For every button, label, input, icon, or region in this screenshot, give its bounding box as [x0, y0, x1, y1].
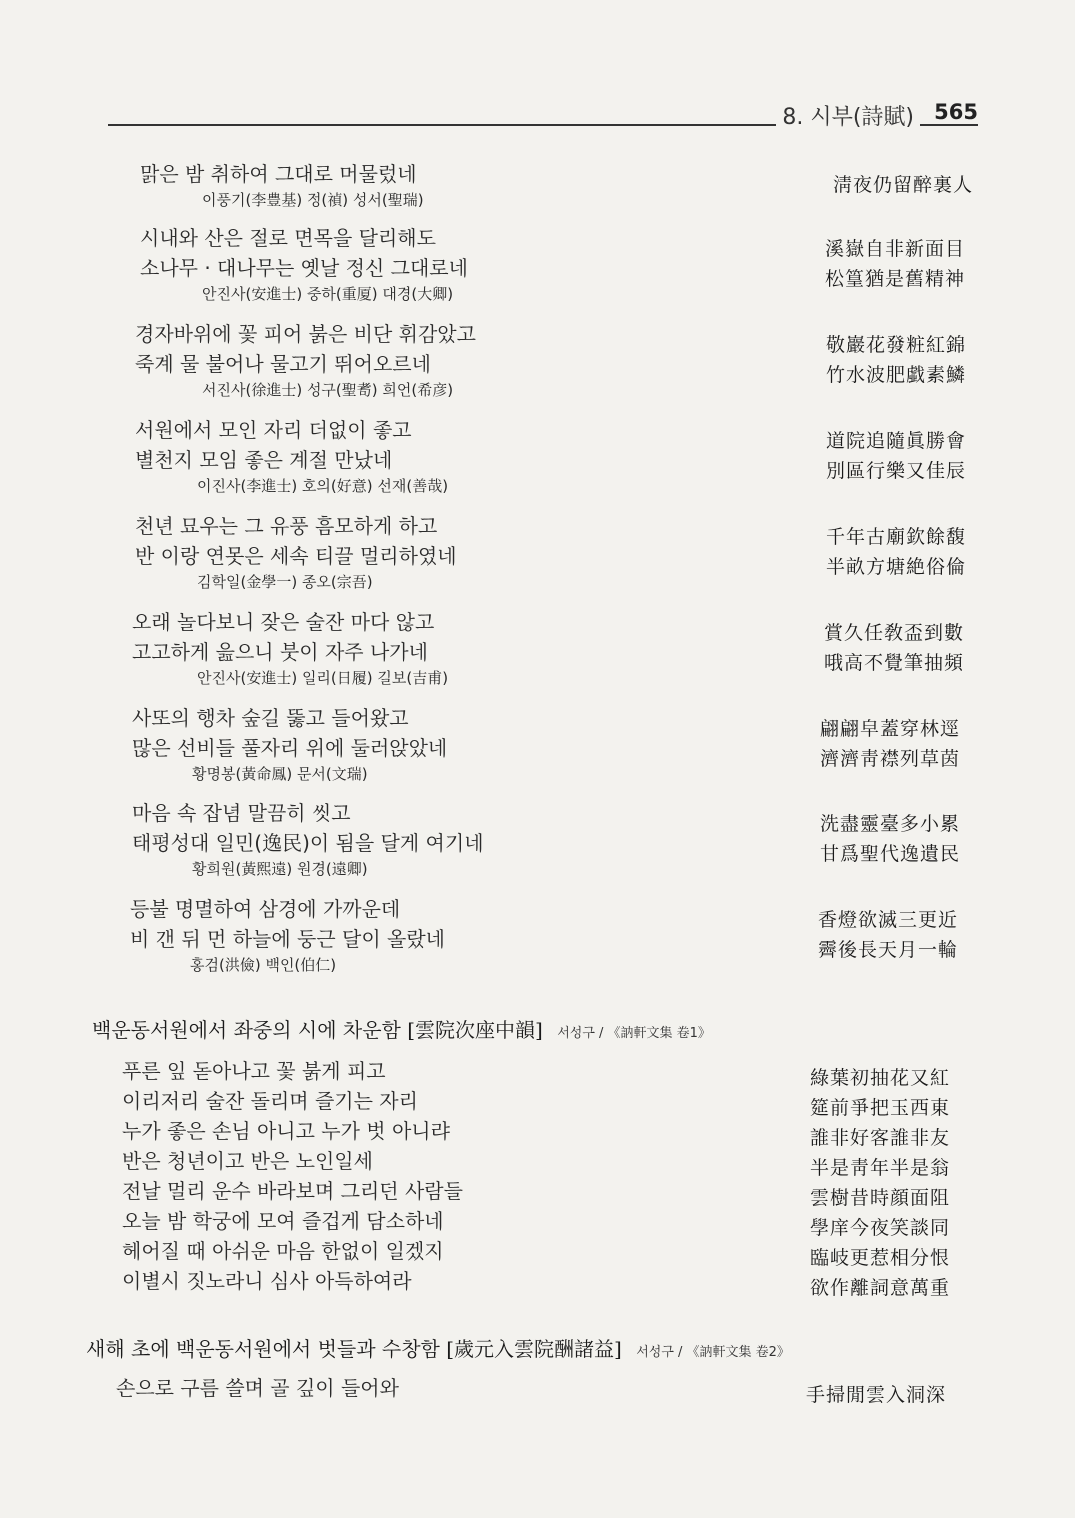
poem-title-hanja: [雲院次座中韻]: [407, 1018, 543, 1042]
hanja-verse-line: 翩翩皁蓋穿林逕: [820, 718, 961, 740]
korean-verse-line: 천년 묘우는 그 유풍 흠모하게 하고: [135, 514, 438, 538]
korean-verse-line: 헤어질 때 아쉬운 마음 한없이 일겠지: [122, 1239, 444, 1263]
korean-verse-line: 등불 명멸하여 삼경에 가까운데: [130, 897, 401, 921]
korean-verse-line: 이리저리 술잔 돌리며 즐기는 자리: [122, 1089, 418, 1113]
poem-title: [92, 1014, 711, 1043]
korean-verse-line: 마음 속 잡념 말끔히 씻고: [132, 801, 351, 825]
hanja-verse-line: 霽後長天月一輪: [818, 939, 959, 961]
korean-verse-line: 푸른 잎 돋아나고 꽃 붉게 피고: [122, 1059, 386, 1083]
hanja-verse-line: 綠葉初抽花又紅: [810, 1067, 951, 1089]
author-credit: 황희원(黃熙遠) 원경(遠卿): [192, 860, 368, 878]
hanja-verse-line: 哦高不覺筆抽頻: [824, 652, 965, 674]
korean-verse-line: 죽계 물 불어나 물고기 뛰어오르네: [135, 352, 431, 376]
author-credit: 서진사(徐進士) 성구(聖耉) 희언(希彦): [202, 381, 454, 399]
korean-verse-line: 소나무 · 대나무는 옛날 정신 그대로네: [140, 256, 468, 280]
korean-verse-line: 전날 멀리 운수 바라보며 그리던 사람들: [122, 1179, 463, 1203]
hanja-verse-line: 千年古廟欽餘馥: [826, 526, 967, 548]
chapter-title: 8. 시부(詩賦): [776, 100, 920, 131]
hanja-verse-line: 竹水波肥戱素鱗: [826, 364, 967, 386]
korean-verse-line: 시내와 산은 절로 면목을 달리해도: [140, 226, 436, 250]
korean-verse-line: 손으로 구름 쓸며 골 깊이 들어와: [116, 1376, 399, 1400]
hanja-verse-line: 手掃閒雲入洞深: [806, 1384, 947, 1406]
korean-verse-line: 반 이랑 연못은 세속 티끌 멀리하였네: [135, 544, 457, 568]
author-credit: 황명봉(黃命鳳) 문서(文瑞): [192, 765, 368, 783]
korean-verse-line: 오늘 밤 학궁에 모여 즐겁게 담소하네: [122, 1209, 444, 1233]
poem-source: 서성구 / 《訥軒文集 卷2》: [636, 1345, 790, 1360]
hanja-verse-line: 臨岐更惹相分恨: [810, 1247, 951, 1269]
hanja-verse-line: 學庠今夜笑談同: [810, 1217, 951, 1239]
hanja-verse-line: 雲樹昔時顔面阻: [810, 1187, 951, 1209]
author-credit: 안진사(安進士) 일리(日履) 길보(吉甫): [197, 669, 449, 687]
hanja-verse-line: 香燈欲滅三更近: [818, 909, 959, 931]
poem-title-korean: 새해 초에 백운동서원에서 벗들과 수창함: [86, 1337, 440, 1361]
korean-verse-line: 비 갠 뒤 먼 하늘에 둥근 달이 올랐네: [130, 927, 445, 951]
author-credit: 안진사(安進士) 중하(重厦) 대경(大卿): [202, 285, 454, 303]
korean-verse-line: 많은 선비들 풀자리 위에 둘러앉았네: [132, 736, 448, 760]
korean-verse-line: 경자바위에 꽃 피어 붉은 비단 휘감았고: [135, 322, 476, 346]
hanja-verse-line: 淸夜仍留醉裏人: [833, 174, 974, 196]
hanja-verse-line: 道院追隨眞勝會: [826, 430, 967, 452]
header-text-wrap: [108, 0, 978, 140]
author-credit: 김학일(金學一) 종오(宗吾): [197, 573, 373, 591]
korean-verse-line: 맑은 밤 취하여 그대로 머물렀네: [140, 162, 417, 186]
hanja-verse-line: 濟濟靑襟列草茵: [820, 748, 961, 770]
korean-verse-line: 고고하게 읊으니 붓이 자주 나가네: [132, 640, 428, 664]
korean-verse-line: 반은 청년이고 반은 노인일세: [122, 1149, 373, 1173]
hanja-verse-line: 別區行樂又佳辰: [826, 460, 967, 482]
korean-verse-line: 사또의 행차 숲길 뚫고 들어왔고: [132, 706, 409, 730]
korean-verse-line: 오래 놀다보니 잦은 술잔 마다 않고: [132, 610, 435, 634]
hanja-verse-line: 誰非好客誰非友: [810, 1127, 951, 1149]
korean-verse-line: 이별시 짓노라니 심사 아득하여라: [122, 1269, 412, 1293]
korean-verse-line: 별천지 모임 좋은 계절 만났네: [135, 448, 393, 472]
hanja-verse-line: 洗盡靈臺多小累: [820, 813, 961, 835]
poem-title-hanja: [歲元入雲院酬諸益]: [446, 1337, 622, 1361]
hanja-verse-line: 甘爲聖代逸遺民: [820, 843, 961, 865]
korean-verse-line: 태평성대 일민(逸民)이 됨을 달게 여기네: [132, 831, 484, 855]
hanja-verse-line: 半畝方塘絶俗倫: [826, 556, 967, 578]
hanja-verse-line: 半是靑年半是翁: [810, 1157, 951, 1179]
hanja-verse-line: 欲作離詞意萬重: [810, 1277, 951, 1299]
poem-title: [86, 1333, 790, 1362]
page-number: 565: [930, 100, 978, 124]
author-credit: 이풍기(李豊基) 정(禎) 성서(聖瑞): [202, 191, 424, 209]
korean-verse-line: 서원에서 모인 자리 더없이 좋고: [135, 418, 412, 442]
poem-title-korean: 백운동서원에서 좌중의 시에 차운함: [92, 1018, 401, 1042]
hanja-verse-line: 敬巖花發粧紅錦: [826, 334, 967, 356]
author-credit: 이진사(李進士) 호의(好意) 선재(善哉): [197, 477, 449, 495]
poem-source: 서성구 / 《訥軒文集 卷1》: [557, 1026, 711, 1041]
author-credit: 홍검(洪儉) 백인(伯仁): [190, 956, 337, 974]
hanja-verse-line: 賞久任敎盃到數: [824, 622, 965, 644]
hanja-verse-line: 松篁猶是舊精神: [825, 268, 966, 290]
korean-verse-line: 누가 좋은 손님 아니고 누가 벗 아니랴: [122, 1119, 450, 1143]
hanja-verse-line: 筵前爭把玉西東: [810, 1097, 951, 1119]
hanja-verse-line: 溪嶽自非新面目: [825, 238, 966, 260]
